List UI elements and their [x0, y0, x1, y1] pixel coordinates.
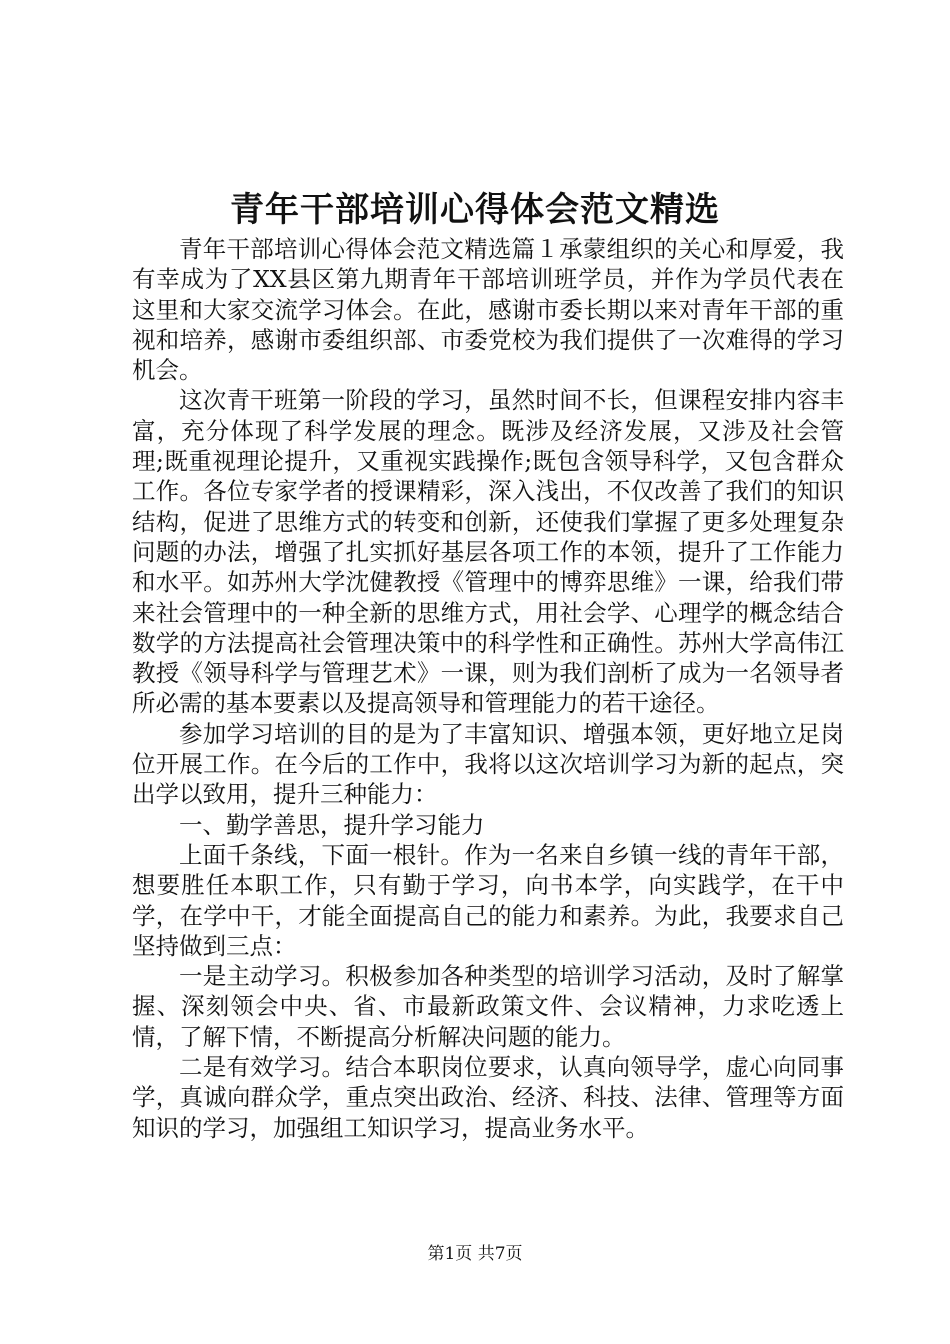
paragraph-3: 参加学习培训的目的是为了丰富知识、增强本领，更好地立足岗位开展工作。在今后的工作中，我将以这次培训学习为新的起点，突出学以致用，提升三种能力：: [132, 719, 844, 809]
section-heading: 一、勤学善思，提升学习能力: [179, 810, 485, 839]
document-body: [132, 234, 844, 1143]
paragraph-6: 一是主动学习。积极参加各种类型的培训学习活动，及时了解掌握、深刻领会中央、省、市最新政策文件、会议精神，力求吃透上情，了解下情，不断提高分析解决问题的能力。: [132, 962, 844, 1051]
paragraph-7: 二是有效学习。结合本职岗位要求，认真向领导学，虚心向同事学，真诚向群众学，重点突出政治、经济、科技、法律、管理等方面知识的学习，加强组工知识学习，提高业务水平。: [132, 1053, 844, 1142]
page-footer: 第1页 共7页: [427, 1244, 523, 1264]
paragraph-5: 上面千条线，下面一根针。作为一名来自乡镇一线的青年干部，想要胜任本职工作，只有勤于学习，向书本学，向实践学，在干中学，在学中干，才能全面提高自己的能力和素养。为此，我要求自己坚持做到三点：: [132, 840, 844, 960]
paragraph-2: 这次青干班第一阶段的学习，虽然时间不长，但课程安排内容丰富，充分体现了科学发展的理念。既涉及经济发展，又涉及社会管理;既重视理论提升，又重视实践操作;既包含领导科学，又包含群众工作。各位专家学者的授课精彩，深入浅出，不仅改善了我们的知识结构，促进了思维方式的转变和创新，还使我们掌握了更多处理复杂问题的办法，增强了扎实抓好基层各项工作的本领，提升了工作能力和水平。如苏州大学沈健教授《管理中的博弈思维》一课，给我们带来社会管理中的一种全新的思维方式，用社会学、心理学的概念结合数学的方法提高社会管理决策中的科学性和正确性。苏州大学高伟江教授《领导科学与管理艺术》一课，则为我们剖析了成为一名领导者所必需的基本要素以及提高领导和管理能力的若干途径。: [132, 386, 844, 718]
paragraph-1: 青年干部培训心得体会范文精选篇１承蒙组织的关心和厚爱，我有幸成为了XX县区第九期青年干部培训班学员，并作为学员代表在这里和大家交流学习体会。在此，感谢市委长期以来对青年干部的重视和培养，感谢市委组织部、市委党校为我们提供了一次难得的学习机会。: [132, 235, 844, 385]
document-title: 青年干部培训心得体会范文精选: [230, 190, 720, 230]
